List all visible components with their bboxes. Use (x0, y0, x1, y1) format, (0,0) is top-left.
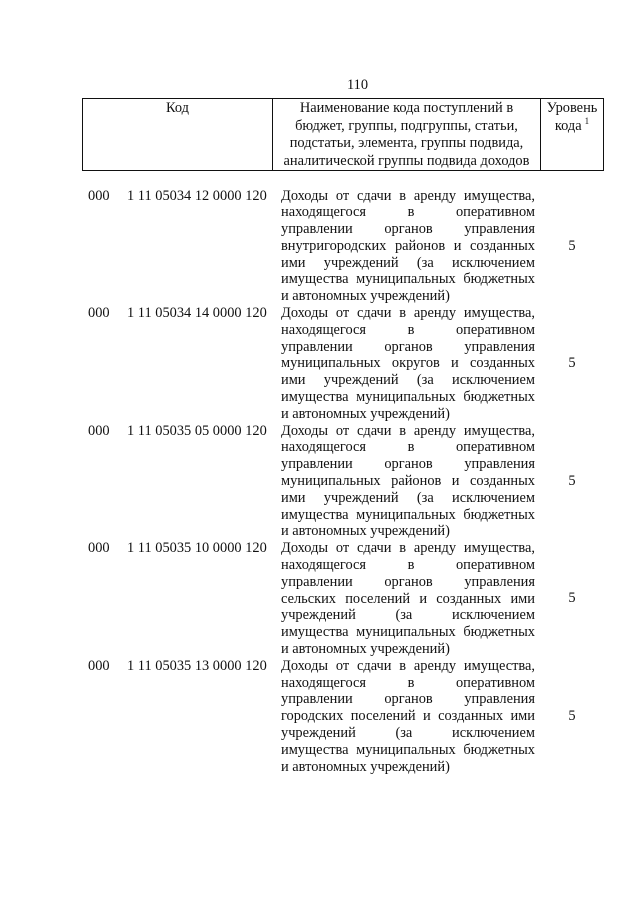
header-name-line: аналитической группы подвида доходов (283, 153, 530, 170)
income-name-line: управлении органов управления (281, 691, 535, 708)
table-row (0, 423, 640, 541)
income-name (281, 658, 535, 776)
income-name-line: управлении органов управления (281, 338, 535, 355)
income-name-line: городских поселений и созданных ими (281, 708, 535, 725)
table-row (0, 540, 640, 658)
income-name-line: Доходы от сдачи в аренду имущества, (281, 187, 535, 204)
header-name-line: Наименование кода поступлений в (299, 100, 514, 116)
header-name-line: бюджет, группы, подгруппы, статьи, (295, 117, 518, 134)
header-level-cell (541, 100, 603, 135)
code-level: 5 (568, 237, 576, 254)
income-name-line: управлении органов управления (281, 456, 535, 473)
table-body (0, 188, 640, 776)
income-name-line: управлении органов управления (281, 221, 535, 238)
income-code: 1 11 05034 12 0000 120 (127, 187, 267, 204)
header-name-line: подстатьи, элемента, группы подвида, (289, 135, 524, 152)
income-name-line: находящегося в оперативном (281, 204, 535, 221)
income-name (281, 540, 535, 658)
income-name-line: ими учреждений (за исключением (281, 489, 535, 506)
table-row (0, 188, 640, 306)
code-prefix: 000 (88, 187, 110, 204)
header-name-cell (273, 100, 540, 171)
income-name-line: учреждений (за исключением (281, 607, 535, 624)
income-name (281, 305, 535, 423)
income-name-line: находящегося в оперативном (281, 674, 535, 691)
income-name-line: Доходы от сдачи в аренду имущества, (281, 305, 535, 322)
code-prefix: 000 (88, 305, 110, 322)
income-name-line: и автономных учреждений) (281, 523, 450, 540)
income-name-line: находящегося в оперативном (281, 557, 535, 574)
income-name-line: имущества муниципальных бюджетных (281, 389, 535, 406)
income-code: 1 11 05035 05 0000 120 (127, 422, 267, 439)
income-code: 1 11 05034 14 0000 120 (127, 305, 267, 322)
code-prefix: 000 (88, 657, 110, 674)
income-name-line: ими учреждений (за исключением (281, 372, 535, 389)
income-name-line: имущества муниципальных бюджетных (281, 741, 535, 758)
income-name-line: сельских поселений и созданных ими (281, 590, 535, 607)
code-prefix: 000 (88, 422, 110, 439)
header-code-cell (83, 100, 272, 118)
income-name-line: имущества муниципальных бюджетных (281, 271, 535, 288)
code-level: 5 (568, 707, 576, 724)
table-header (82, 98, 604, 171)
footnote-marker: 1 (584, 115, 590, 126)
income-name-line: и автономных учреждений) (281, 288, 450, 305)
income-name-line: управлении органов управления (281, 573, 535, 590)
income-code: 1 11 05035 13 0000 120 (127, 657, 267, 674)
income-name-line: находящегося в оперативном (281, 321, 535, 338)
header-level-label: Уровень (546, 100, 598, 116)
code-prefix: 000 (88, 540, 110, 557)
income-name-line: находящегося в оперативном (281, 439, 535, 456)
income-name-line: учреждений (за исключением (281, 725, 535, 742)
income-name (281, 423, 535, 541)
header-code-label: Код (166, 100, 189, 116)
income-name-line: муниципальных районов и созданных (281, 473, 535, 490)
table-row (0, 658, 640, 776)
income-name-line: муниципальных округов и созданных (281, 355, 535, 372)
income-name-line: и автономных учреждений) (281, 405, 450, 422)
header-level-label-code: кода (554, 117, 582, 134)
code-level: 5 (568, 355, 576, 372)
income-name-line: имущества муниципальных бюджетных (281, 506, 535, 523)
income-name (281, 188, 535, 306)
income-name-line: и автономных учреждений) (281, 758, 450, 775)
income-name-line: Доходы от сдачи в аренду имущества, (281, 657, 535, 674)
income-code: 1 11 05035 10 0000 120 (127, 540, 267, 557)
income-name-line: и автономных учреждений) (281, 641, 450, 658)
code-level: 5 (568, 590, 576, 607)
income-name-line: ими учреждений (за исключением (281, 254, 535, 271)
code-level: 5 (568, 472, 576, 489)
income-name-line: имущества муниципальных бюджетных (281, 624, 535, 641)
table-row (0, 305, 640, 423)
header-level-label-line2 (541, 115, 603, 136)
page-number: 110 (346, 76, 369, 93)
income-name-line: Доходы от сдачи в аренду имущества, (281, 540, 535, 557)
income-name-line: Доходы от сдачи в аренду имущества, (281, 422, 535, 439)
income-name-line: внутригородских районов и созданных (281, 237, 535, 254)
